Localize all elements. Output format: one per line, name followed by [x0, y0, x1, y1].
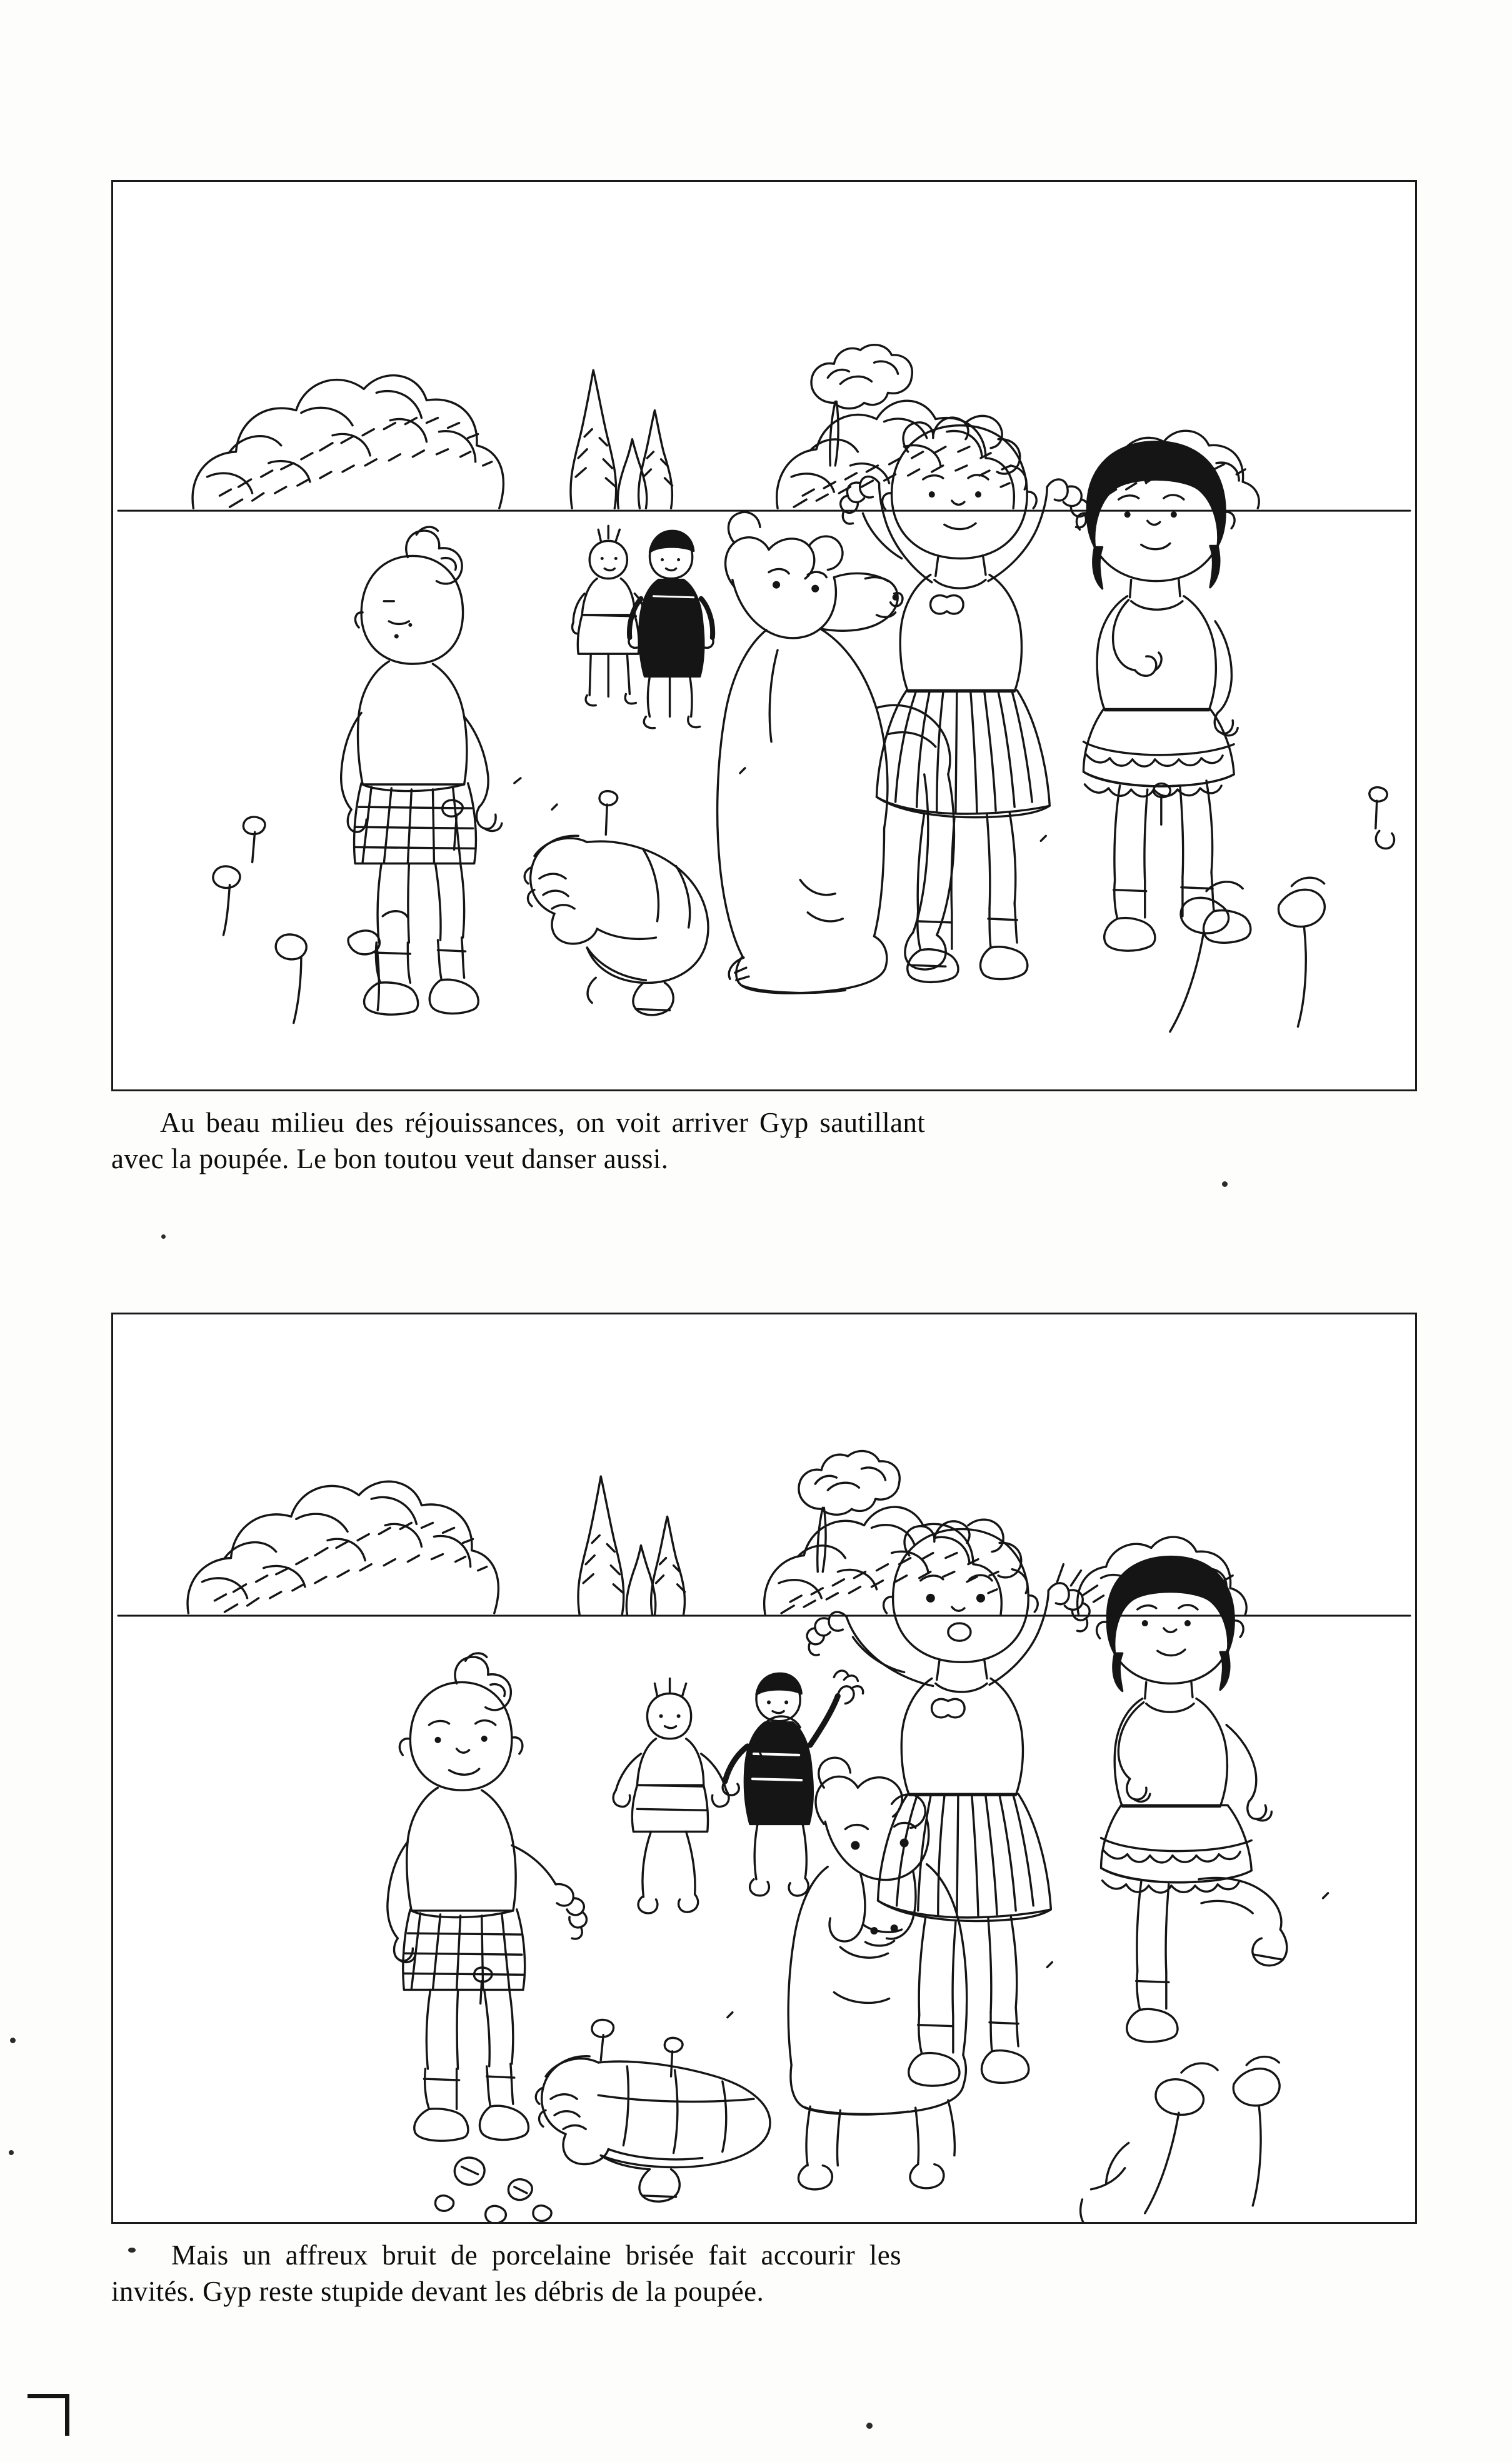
print-speck: [1222, 1181, 1228, 1187]
illustration-panel-2: [111, 1313, 1417, 2224]
panel-1-caption: [111, 1105, 1418, 1177]
panel-1-caption-line-2: avec la poupée. Le bon toutou veut danser aussi.: [111, 1143, 669, 1174]
illustration-panel-1: [111, 180, 1417, 1091]
print-speck: [161, 1234, 166, 1239]
print-speck: [866, 2423, 873, 2429]
panel-1-artwork: [113, 182, 1415, 1089]
panel-2-caption-line-2: invités. Gyp reste stupide devant les débris de la poupée.: [111, 2275, 764, 2307]
panel-2-caption: [111, 2238, 1418, 2309]
print-speck: [9, 2150, 14, 2155]
registration-corner-mark: [28, 2394, 69, 2436]
panel-2-caption-line-1: Mais un affreux bruit de porcelaine brisée fait accourir les: [171, 2239, 901, 2271]
print-speck: [128, 2248, 136, 2253]
panel-1-caption-line-1: Au beau milieu des réjouissances, on voit arriver Gyp sautillant: [160, 1107, 926, 1138]
panel-2-artwork: [113, 1314, 1415, 2222]
print-speck: [10, 2038, 16, 2043]
